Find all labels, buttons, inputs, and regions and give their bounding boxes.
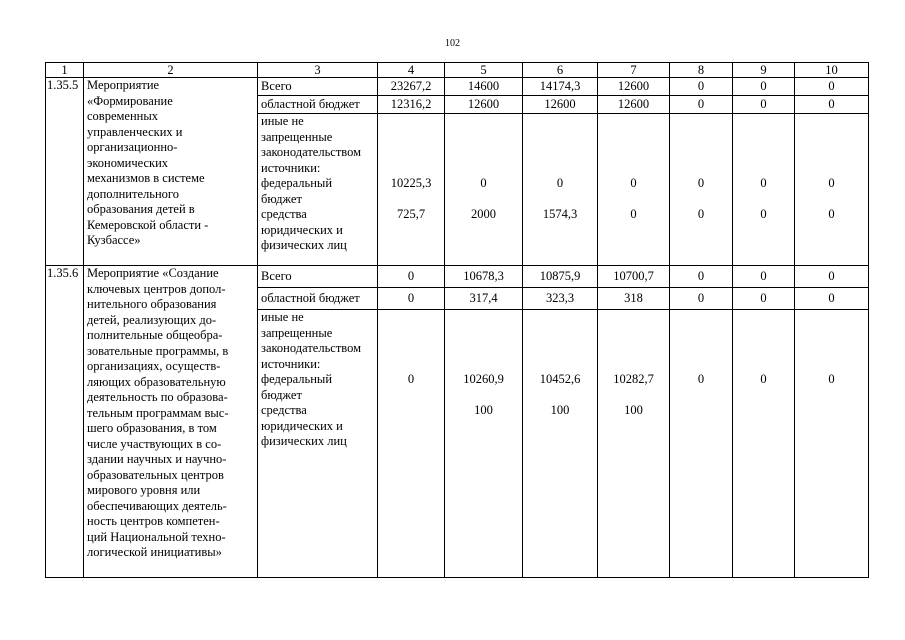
federal-value: 10260,9 bbox=[463, 372, 504, 386]
source-label-line: иные не bbox=[261, 310, 304, 324]
item-name-line: механизмов в системе bbox=[87, 171, 205, 185]
source-label-line: физических лиц bbox=[261, 434, 347, 448]
item-name-line: мирового уровня или bbox=[87, 483, 201, 497]
item-name-line: управленческих и bbox=[87, 124, 183, 139]
value-cell: 0 bbox=[795, 266, 869, 288]
value-spacer bbox=[798, 192, 865, 207]
value-cell: 0 bbox=[670, 96, 733, 114]
federal-value: 0 bbox=[760, 176, 767, 190]
source-label-line: запрещенные bbox=[261, 129, 333, 144]
value-cell bbox=[445, 310, 523, 578]
column-header: 5 bbox=[445, 63, 523, 78]
source-label-line: бюджет bbox=[261, 387, 302, 402]
federal-value: 10452,6 bbox=[539, 372, 581, 386]
value-cell: 12600 bbox=[598, 78, 670, 96]
source-label-line: средства bbox=[261, 207, 307, 221]
legal-entities-value: 0 bbox=[697, 206, 705, 221]
value-cell: 14600 bbox=[445, 78, 523, 96]
value-cell bbox=[523, 114, 598, 266]
source-label-line: бюджет bbox=[261, 191, 302, 206]
item-name-line: образования детей в bbox=[87, 202, 195, 216]
source-label-line: законодательством bbox=[261, 341, 362, 355]
legal-entities-value: 100 bbox=[624, 402, 643, 417]
federal-value: 0 bbox=[697, 176, 705, 190]
source-label-line: законодательством bbox=[261, 145, 362, 159]
item-name-line: современных bbox=[87, 109, 158, 123]
source-label-line: источники: bbox=[261, 160, 321, 175]
federal-value: 0 bbox=[630, 176, 637, 190]
item-name-line: здании научных и научно- bbox=[87, 452, 227, 466]
source-label: областной бюджет bbox=[258, 288, 378, 310]
legal-entities-value: 0 bbox=[828, 206, 835, 221]
value-cell: 0 bbox=[795, 96, 869, 114]
federal-value: 10282,7 bbox=[613, 372, 654, 386]
value-cell: 0 bbox=[733, 288, 795, 310]
value-spacer bbox=[736, 388, 791, 403]
value-cell: 10875,9 bbox=[523, 266, 598, 288]
item-name-line: числе участвующих в со- bbox=[87, 436, 222, 451]
table-row bbox=[46, 266, 869, 288]
item-name-line: логической инициативы» bbox=[87, 545, 222, 559]
item-name-line: ключевых центров допол- bbox=[87, 281, 226, 296]
value-cell: 0 bbox=[795, 288, 869, 310]
value-cell: 12600 bbox=[445, 96, 523, 114]
source-label-line: источники: bbox=[261, 356, 321, 371]
column-header: 8 bbox=[670, 63, 733, 78]
value-cell bbox=[733, 114, 795, 266]
item-name-line: детей, реализующих до- bbox=[87, 312, 217, 327]
source-label-line: иные не bbox=[261, 114, 304, 128]
value-cell: 0 bbox=[670, 288, 733, 310]
federal-value: 0 bbox=[760, 372, 767, 386]
legal-entities-value: 725,7 bbox=[396, 206, 426, 221]
legal-entities-value: 1574,3 bbox=[542, 206, 578, 221]
item-name-line: шего образования, в том bbox=[87, 421, 217, 435]
value-cell bbox=[670, 114, 733, 266]
value-cell: 0 bbox=[733, 78, 795, 96]
value-cell bbox=[795, 114, 869, 266]
source-label-line: юридических и bbox=[261, 418, 343, 433]
legal-entities-value: 2000 bbox=[471, 206, 496, 221]
value-spacer bbox=[526, 388, 594, 403]
table-row bbox=[46, 78, 869, 96]
value-spacer bbox=[601, 192, 666, 207]
source-label bbox=[258, 114, 378, 266]
value-cell bbox=[795, 310, 869, 578]
value-cell bbox=[445, 114, 523, 266]
item-name-line: ность центров компетен- bbox=[87, 514, 220, 528]
source-label: Всего bbox=[258, 266, 378, 288]
source-label-line: средства bbox=[261, 403, 307, 417]
value-spacer bbox=[448, 388, 519, 403]
value-spacer bbox=[673, 192, 729, 207]
item-name-line: зовательные программы, в bbox=[87, 343, 229, 358]
value-cell: 0 bbox=[733, 96, 795, 114]
value-cell bbox=[733, 310, 795, 578]
federal-value: 0 bbox=[828, 372, 835, 386]
legal-entities-value: 100 bbox=[550, 402, 570, 417]
item-name-line: Мероприятие bbox=[87, 78, 160, 92]
value-spacer bbox=[798, 388, 865, 403]
source-label-line: запрещенные bbox=[261, 325, 333, 340]
legal-entities-value: 0 bbox=[630, 206, 637, 221]
source-label-line: физических лиц bbox=[261, 238, 347, 252]
value-cell: 10678,3 bbox=[445, 266, 523, 288]
value-cell: 323,3 bbox=[523, 288, 598, 310]
federal-value: 0 bbox=[556, 176, 564, 190]
budget-table bbox=[45, 62, 869, 578]
item-name-line: организационно- bbox=[87, 140, 178, 154]
value-cell: 0 bbox=[670, 78, 733, 96]
item-name-line: тельным программам выс- bbox=[87, 405, 229, 420]
value-cell: 0 bbox=[795, 78, 869, 96]
value-cell bbox=[378, 114, 445, 266]
value-cell: 0 bbox=[378, 266, 445, 288]
column-header: 9 bbox=[733, 63, 795, 78]
value-cell: 12316,2 bbox=[378, 96, 445, 114]
value-cell bbox=[378, 310, 445, 578]
column-header: 1 bbox=[46, 63, 84, 78]
value-spacer bbox=[381, 388, 441, 403]
item-name-line: Мероприятие «Создание bbox=[87, 266, 219, 280]
item-name-line: нительного образования bbox=[87, 297, 217, 311]
federal-value: 0 bbox=[828, 176, 835, 190]
legal-entities-value: 100 bbox=[474, 402, 493, 417]
column-header: 4 bbox=[378, 63, 445, 78]
value-cell bbox=[523, 310, 598, 578]
item-code: 1.35.6 bbox=[46, 266, 84, 578]
value-cell: 12600 bbox=[598, 96, 670, 114]
item-name-line: ляющих образовательную bbox=[87, 374, 226, 389]
item-name-line: дополнительного bbox=[87, 186, 179, 201]
legal-entities-value bbox=[381, 403, 441, 418]
federal-value: 0 bbox=[697, 372, 705, 386]
value-cell bbox=[670, 310, 733, 578]
source-label bbox=[258, 310, 378, 578]
value-cell: 10700,7 bbox=[598, 266, 670, 288]
value-spacer bbox=[448, 192, 519, 207]
value-spacer bbox=[526, 192, 594, 207]
source-label-line: федеральный bbox=[261, 176, 333, 190]
item-name bbox=[84, 78, 258, 266]
column-header: 7 bbox=[598, 63, 670, 78]
column-header: 6 bbox=[523, 63, 598, 78]
value-spacer bbox=[381, 192, 441, 207]
column-header: 10 bbox=[795, 63, 869, 78]
value-cell: 318 bbox=[598, 288, 670, 310]
source-label-line: федеральный bbox=[261, 372, 333, 386]
legal-entities-value bbox=[673, 403, 729, 418]
item-name-line: полнительные общеобра- bbox=[87, 328, 223, 342]
source-label-line: юридических и bbox=[261, 222, 343, 237]
value-cell: 12600 bbox=[523, 96, 598, 114]
header-row bbox=[46, 63, 869, 78]
item-name bbox=[84, 266, 258, 578]
item-name-line: Кузбассе» bbox=[87, 233, 141, 247]
page-number: 102 bbox=[445, 38, 460, 49]
value-cell: 0 bbox=[378, 288, 445, 310]
table-body bbox=[46, 63, 869, 578]
column-header: 2 bbox=[84, 63, 258, 78]
value-spacer bbox=[736, 192, 791, 207]
legal-entities-value bbox=[798, 403, 865, 418]
item-name-line: организациях, осуществ- bbox=[87, 359, 221, 373]
value-cell: 0 bbox=[733, 266, 795, 288]
column-header: 3 bbox=[258, 63, 378, 78]
item-name-line: обеспечивающих деятель- bbox=[87, 498, 227, 513]
legal-entities-value: 0 bbox=[760, 206, 767, 221]
legal-entities-value bbox=[736, 403, 791, 418]
source-label: областной бюджет bbox=[258, 96, 378, 114]
source-label: Всего bbox=[258, 78, 378, 96]
value-cell: 14174,3 bbox=[523, 78, 598, 96]
value-cell: 0 bbox=[670, 266, 733, 288]
value-spacer bbox=[673, 388, 729, 403]
federal-value: 10225,3 bbox=[390, 176, 432, 190]
item-name-line: «Формирование bbox=[87, 93, 173, 108]
value-cell: 23267,2 bbox=[378, 78, 445, 96]
item-name-line: ций Национальной техно- bbox=[87, 529, 226, 544]
value-cell: 317,4 bbox=[445, 288, 523, 310]
value-cell bbox=[598, 310, 670, 578]
item-code: 1.35.5 bbox=[46, 78, 84, 266]
item-name-line: деятельность по образова- bbox=[87, 390, 228, 404]
item-name-line: образовательных центров bbox=[87, 467, 224, 482]
item-name-line: Кемеровской области - bbox=[87, 217, 209, 232]
value-spacer bbox=[601, 388, 666, 403]
federal-value: 0 bbox=[407, 372, 415, 386]
item-name-line: экономических bbox=[87, 155, 169, 170]
value-cell bbox=[598, 114, 670, 266]
federal-value: 0 bbox=[480, 176, 487, 190]
